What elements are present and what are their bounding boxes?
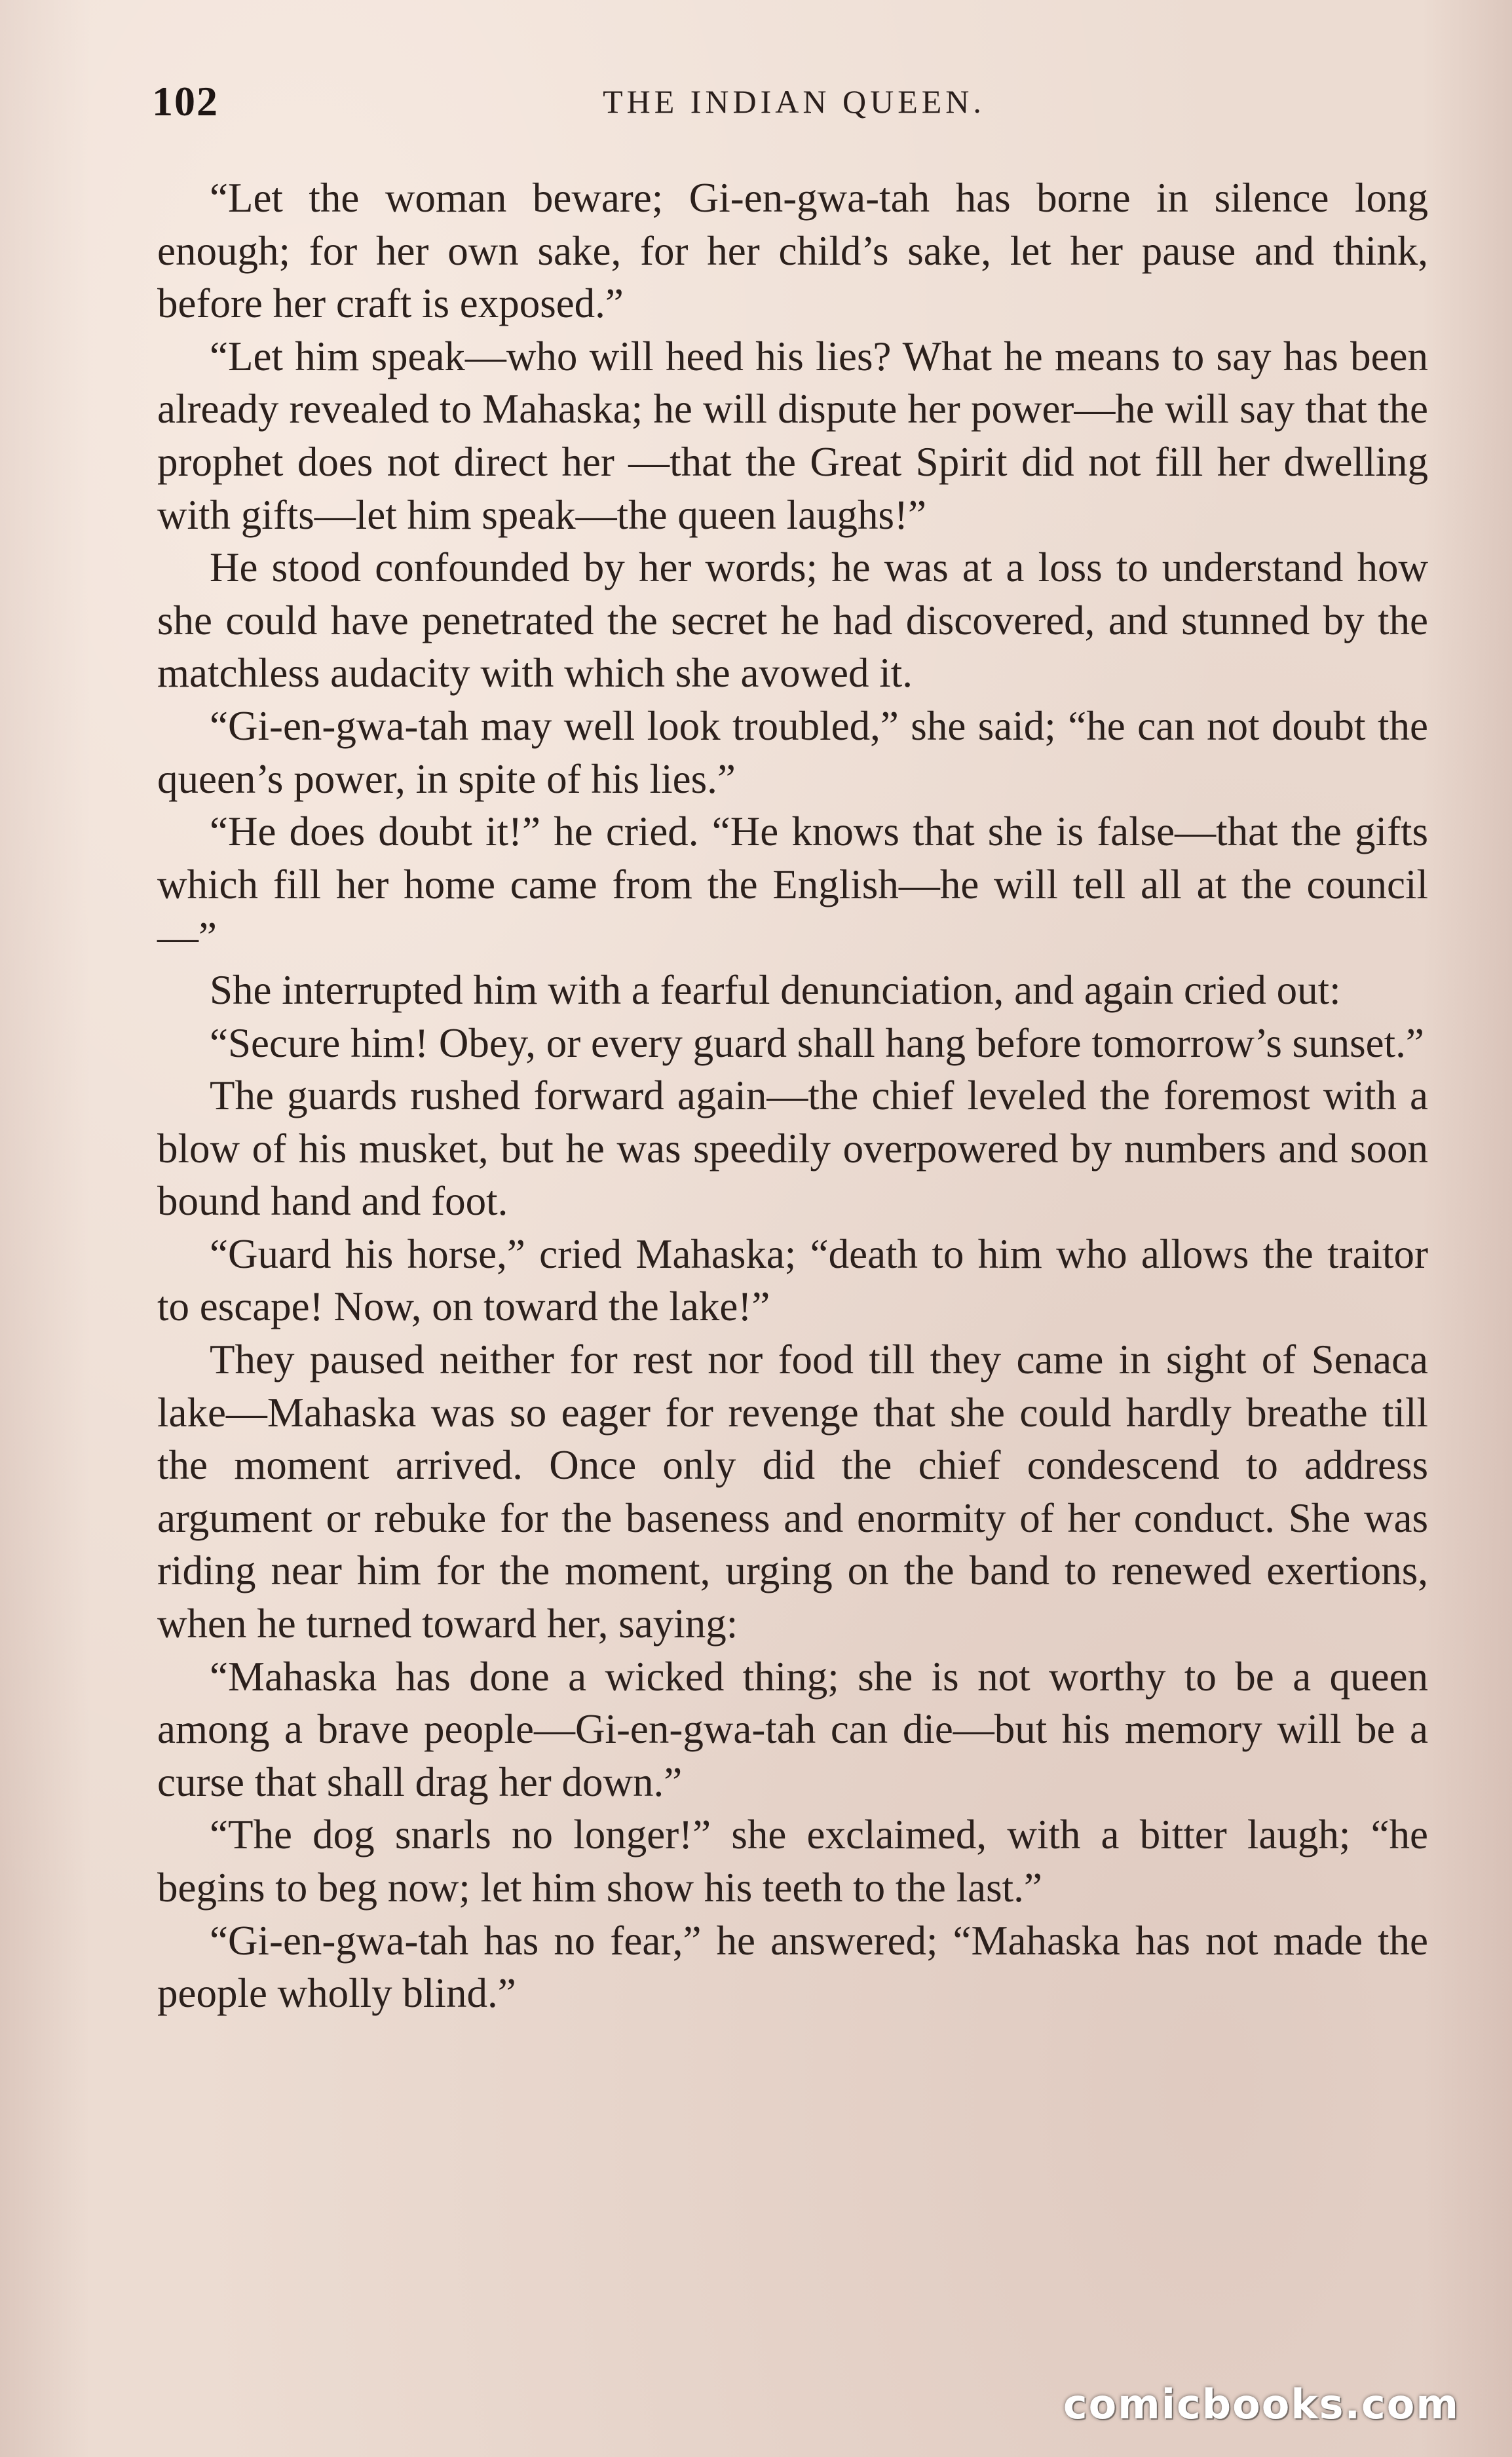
paragraph: “Mahaska has done a wicked thing; she is not worthy to be a queen among a brave people—Gi-en-gwa-tah can die—but his memory will be a curse that shall drag her down.” [157, 1653, 1428, 1805]
paragraph: He stood confounded by her words; he was at a loss to understand how she could have penetrated the secret he had discovered, and stunned by the matchless audacity with which she avowed it. [157, 544, 1428, 696]
paragraph: The guards rushed forward again—the chief leveled the foremost with a blow of his musket, but he was speedily overpowered by numbers and soon bound hand and foot. [157, 1073, 1428, 1225]
paragraph: “Gi-en-gwa-tah has no fear,” he answered; “Mahaska has not made the people wholly blind.” [157, 1917, 1428, 2017]
running-head-title: THE INDIAN QUEEN. [603, 83, 985, 120]
body-text [157, 172, 1428, 2020]
paragraph: She interrupted him with a fearful denunciation, and again cried out: [210, 966, 1341, 1013]
paragraph: “Let the woman beware; Gi-en-gwa-tah has borne in silence long enough; for her own sake, for her child’s sake, let her pause and think, before her craft is exposed.” [157, 175, 1428, 327]
paragraph: “Secure him! Obey, or every guard shall hang before tomorrow’s sunset.” [210, 1019, 1424, 1066]
paragraph: “He does doubt it!” he cried. “He knows that she is false—that the gifts which fill her home came from the English—he will tell all at the council—” [157, 809, 1428, 961]
paragraph: “Let him speak—who will heed his lies? What he means to say has been already revealed to Mahaska; he will dispute her power—he will say that the prophet does not direct her —that the Great Spirit did not fill her dwelling with gifts—let him speak—the queen laughs!” [157, 333, 1428, 538]
paragraph: “The dog snarls no longer!” she exclaimed, with a bitter laugh; “he begins to beg now; let him show his teeth to the last.” [157, 1812, 1428, 1911]
paragraph: They paused neither for rest nor food till they came in sight of Senaca lake—Mahaska was so eager for revenge that she could hardly breathe till the moment arrived. Once only did the chief condescend to address argument or rebuke for the baseness and enormity of her conduct. She was riding near him for the moment, urging on the band to renewed exertions, when he turned toward her, saying: [157, 1337, 1428, 1647]
paragraph: “Guard his horse,” cried Mahaska; “death to him who allows the traitor to escape! Now, on toward the lake!” [157, 1230, 1428, 1330]
watermark: comicbooks.com [1063, 2380, 1460, 2428]
page-number: 102 [152, 78, 219, 124]
running-head [152, 77, 1436, 130]
paragraph: “Gi-en-gwa-tah may well look troubled,” she said; “he can not doubt the queen’s power, in spite of his lies.” [157, 702, 1428, 802]
